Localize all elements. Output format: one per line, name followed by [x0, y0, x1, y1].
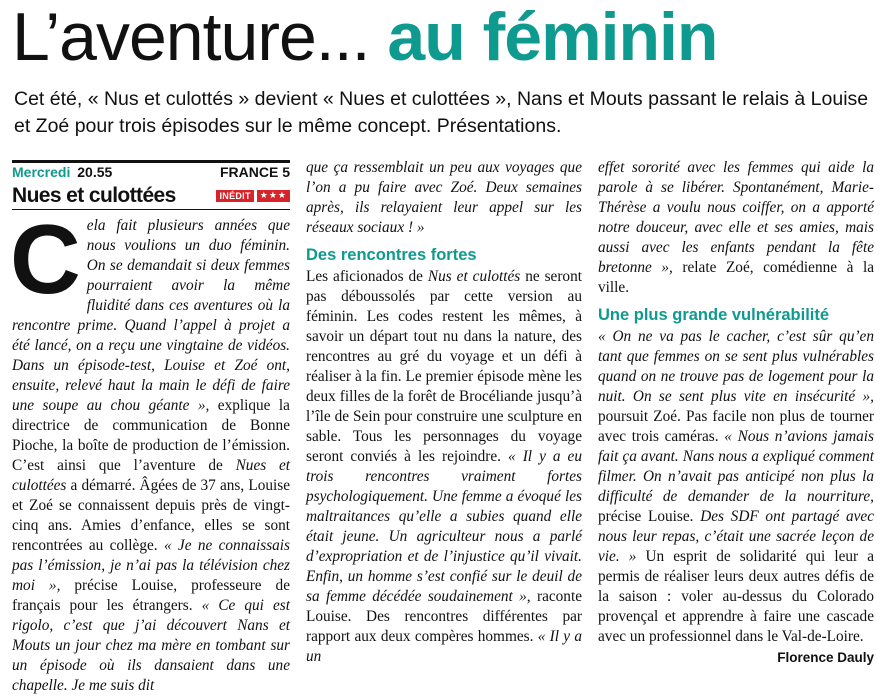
quote-segment: « Il y a eu trois rencontres vraiment fortes psychologiquement. Une femme a évoqué les maltraitances qu’elle a subies quand elle était jeune. Un agriculteur nous a parlé d’expropriation et de l’injustice qu’il vivait. Enfin, un homme s’est confié sur le deuil de sa femme décédée soudainement »,: [306, 448, 582, 605]
subheading-vulnerabilite: Une plus grande vulnérabilité: [598, 306, 830, 324]
article-column-2: [306, 158, 582, 667]
article-paragraph-1: [10, 204, 291, 696]
text-segment: Un esprit de solidarité qui leur a permis de réaliser leurs deux autres défis de la saison : voler au-dessus du Colorado provençal et apprendre à faire une cascade avec un professionnel dans le Val-de-Loire.: [598, 548, 874, 645]
quote-segment: effet sororité avec les femmes qui aide la parole à se libérer. Spontanément, Marie-Thérèse a voulu nous coiffer, on a apporté notre douceur, avec elle et ses amies, mais aussi avec les enfants pendant la fête bretonne »,: [598, 159, 874, 276]
program-badges: [216, 190, 290, 202]
headline: [12, 0, 872, 78]
show-title-ref: Nues et culottées: [12, 457, 291, 494]
program-schedule-bar: [12, 160, 290, 182]
dropcap-letter: C: [10, 204, 81, 314]
text-segment: ne seront pas déboussolés par cette version au féminin. Les codes restent les mêmes, à savoir un départ tout nu dans la nature, des rencontres au gré du voyage et un défi à réaliser à la fin. Le premier épisode mène les deux filles de la forêt de Brocéliande jusqu’à l’île de Sein pour construire une sculpture en sable. Tous les personnages du voyage seront conviés à les rejoindre.: [306, 268, 582, 465]
headline-part1: L’aventure...: [12, 0, 370, 75]
article-paragraph-5: [598, 327, 874, 647]
quote-segment: « Je ne connaissais pas l’émission, je n’ai pas la télévision chez moi »,: [12, 537, 290, 594]
text-segment: a démarré. Âgées de 37 ans, Louise et Zoé se connaissent depuis près de vingt-cinq ans. Amies d’enfance, elles se sont rencontrées au collège.: [12, 477, 290, 554]
quote-segment: « On ne va pas le cacher, c’est sûr qu’en tant que femmes on se sent plus vulnérables quand on ne trouve pas de logement pour la nuit. On se sent plus vite en insécurité »,: [598, 328, 874, 405]
quote-segment: ela fait plusieurs années que nous voulions un duo féminin. On se demandait si deux femmes pourraient avoir la même fluidité dans ces aventures où la rencontre prime. Quand l’appel à projet a été lancé, on a reçu une vingtaine de vidéos. Dans un épisode-test, Louise et Zoé ont, ensuite, relevé haut la main le défi de faire une soupe au chou géante »,: [12, 217, 290, 414]
program-day: Mercredi: [12, 164, 71, 180]
article-column-3: [598, 158, 874, 667]
article-paragraph-2: [306, 158, 582, 238]
text-segment: poursuit Zoé. Pas facile non plus de tourner avec trois caméras.: [598, 408, 874, 445]
rating-stars-icon: ★★★: [257, 190, 290, 202]
quote-segment: que ça ressemblait un peu aux voyages que l’on a pu faire avec Zoé. Deux semaines après, ils relayaient leur appel sur les réseaux sociaux ! »: [306, 159, 582, 236]
quote-segment: « Ce qui est rigolo, c’est que j’ai découvert Nans et Mouts un jour chez ma mère en tombant sur un épisode où ils dansaient dans une chapelle. Je me suis dit: [12, 597, 290, 694]
program-title: Nues et culottées: [12, 184, 176, 207]
unpublished-badge: INÉDIT: [216, 190, 253, 202]
chapo-intro: Cet été, « Nus et culottés » devient « Nues et culottées », Nans et Mouts passant le relais à Louise et Zoé pour trois épisodes sur le même concept. Présentations.: [14, 88, 869, 137]
program-time: 20.55: [77, 164, 113, 180]
text-segment: précise Louise, professeure de français pour les étrangers.: [12, 577, 290, 614]
author-signature: Florence Dauly: [777, 650, 874, 665]
headline-part2: au féminin: [387, 0, 718, 75]
article-column-1: [12, 160, 290, 696]
subheading-rencontres: Des rencontres fortes: [306, 246, 477, 264]
text-segment: Les aficionados de: [306, 268, 428, 285]
text-segment: relate Zoé, comédienne à la ville.: [598, 259, 875, 296]
quote-segment: « Il y a un: [306, 628, 582, 665]
program-channel: FRANCE 5: [219, 164, 290, 180]
text-segment: explique la directrice de communication de Bonne Pioche, la boîte de production de l’émission. C’est ainsi que l’aventure de: [12, 397, 290, 474]
quote-segment: « Nous n’avions jamais fait ça avant. Nans nous a expliqué comment filmer. On n’avait pas anticipé non plus la difficulté de demander de la nourriture,: [598, 428, 874, 505]
article-paragraph-4: [598, 158, 874, 298]
program-title-bar: [12, 183, 290, 210]
quote-segment: Des SDF ont partagé avec nous leur repas, c’était une sacrée leçon de vie. »: [598, 508, 874, 565]
article-paragraph-3: [306, 267, 582, 667]
show-title-ref: Nus et culottés: [427, 268, 521, 285]
text-segment: raconte Louise. Des rencontres différentes par rapport aux deux compères hommes.: [306, 588, 582, 645]
text-segment: précise Louise.: [598, 508, 701, 525]
